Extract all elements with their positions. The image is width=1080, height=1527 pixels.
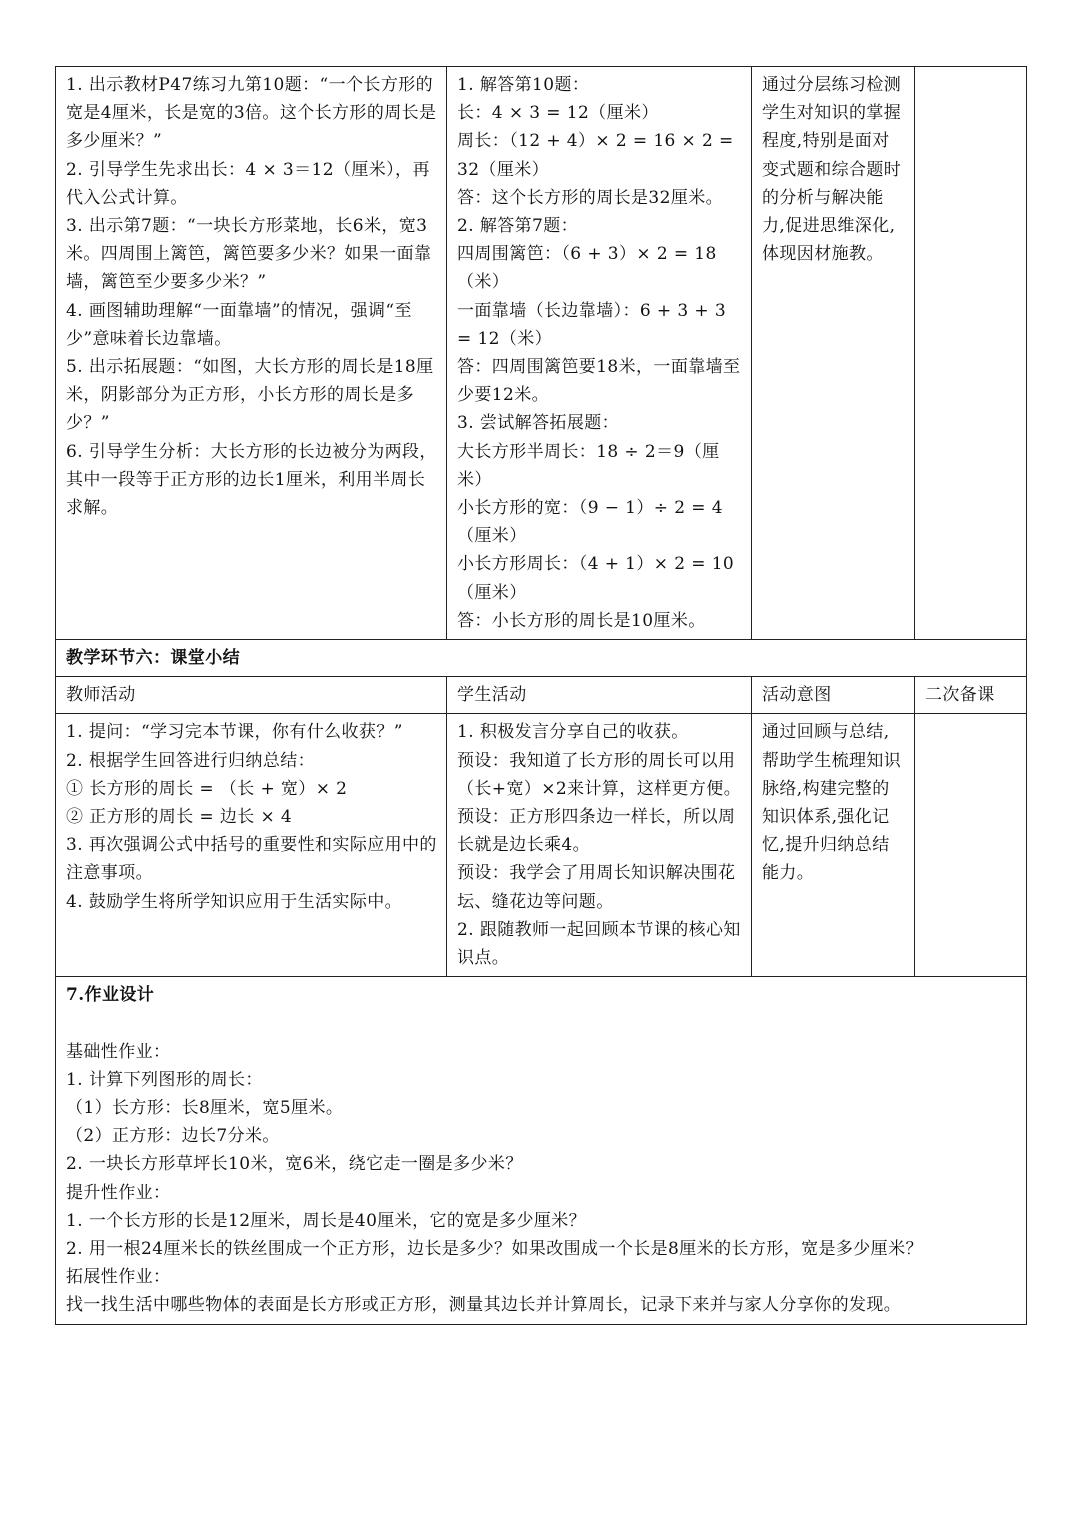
summary-row	[56, 714, 1027, 977]
summary-teacher-line: 3. 再次强调公式中括号的重要性和实际应用中的注意事项。	[66, 835, 437, 884]
practice-student-line: 1. 解答第10题：	[457, 75, 590, 95]
practice-teacher-line: 4. 画图辅助理解“一面靠墙”的情况，强调“至少”意味着长边靠墙。	[66, 300, 412, 349]
practice-intent-cell: 通过分层练习检测学生对知识的掌握程度,特别是面对变式题和综合题时的分析与解决能力,促进思维深化,体现因材施教。	[752, 67, 915, 640]
section-six-title: 教学环节六：课堂小结	[56, 640, 1027, 677]
practice-student-line: 2. 解答第7题：	[457, 216, 579, 237]
summary-intent-cell: 通过回顾与总结,帮助学生梳理知识脉络,构建完整的知识体系,强化记忆,提升归纳总结能力。	[752, 714, 915, 977]
homework-extension-label: 拓展性作业：	[66, 1267, 171, 1288]
practice-row	[56, 67, 1027, 640]
header-second-prep: 二次备课	[915, 677, 1027, 714]
section-six-title-row	[56, 640, 1027, 677]
practice-student-line: 小长方形的宽：（9 − 1）÷ 2 = 4（厘米）	[457, 498, 723, 547]
summary-student-line: 预设：正方形四条边一样长，所以周长就是边长乘4。	[457, 807, 736, 856]
homework-cell	[56, 977, 1027, 1324]
summary-student-line: 预设：我学会了用周长知识解决围花坛、缝花边等问题。	[457, 863, 736, 912]
practice-student-line: 小长方形周长：（4 + 1）× 2 = 10（厘米）	[457, 554, 735, 603]
practice-teacher-line: 2. 引导学生先求出长：4 × 3＝12（厘米），再代入公式计算。	[66, 159, 430, 208]
homework-spacer	[66, 1010, 1017, 1038]
summary-student-line: 1. 积极发言分享自己的收获。	[457, 722, 689, 743]
practice-teacher-line: 5. 出示拓展题：“如图，大长方形的周长是18厘米，阴影部分为正方形，小长方形的周长是多少？”	[66, 357, 434, 434]
practice-student-line: 答：这个长方形的周长是32厘米。	[457, 187, 724, 208]
lesson-plan-table	[55, 66, 1027, 1325]
homework-basic-item: 1. 计算下列图形的周长：	[66, 1069, 263, 1090]
summary-teacher-line: 1. 提问：“学习完本节课，你有什么收获？”	[66, 722, 403, 743]
header-student-activity: 学生活动	[447, 677, 752, 714]
homework-basic-label: 基础性作业：	[66, 1041, 171, 1062]
homework-advanced-item: 2. 用一根24厘米长的铁丝围成一个正方形，边长是多少？如果改围成一个长是8厘米的长方形，宽是多少厘米？	[66, 1238, 923, 1259]
homework-advanced-item: 1. 一个长方形的长是12厘米，周长是40厘米，它的宽是多少厘米？	[66, 1210, 587, 1231]
summary-student-cell	[447, 714, 752, 977]
summary-student-line: 2. 跟随教师一起回顾本节课的核心知识点。	[457, 919, 741, 969]
practice-student-line: 周长：（12 + 4）× 2 = 16 × 2 = 32（厘米）	[457, 131, 734, 180]
practice-student-line: 一面靠墙（长边靠墙）：6 + 3 + 3 = 12（米）	[457, 300, 727, 349]
practice-student-line: 长：4 × 3 = 12（厘米）	[457, 103, 659, 124]
summary-notes-cell	[915, 714, 1027, 977]
practice-student-line: 答：小长方形的周长是10厘米。	[457, 610, 706, 631]
practice-teacher-cell	[56, 67, 447, 640]
homework-basic-item: 2. 一块长方形草坪长10米，宽6米，绕它走一圈是多少米？	[66, 1154, 523, 1175]
summary-student-line: 预设：我知道了长方形的周长可以用（长+宽）×2来计算，这样更方便。	[457, 750, 742, 799]
header-activity-intent: 活动意图	[752, 677, 915, 714]
practice-student-line: 四周围篱笆：（6 + 3）× 2 = 18（米）	[457, 244, 717, 293]
practice-teacher-line: 1. 出示教材P47练习九第10题：“一个长方形的宽是4厘米，长是宽的3倍。这个长方形的周长是多少厘米？”	[66, 75, 437, 152]
section-six-header-row	[56, 677, 1027, 714]
homework-row	[56, 977, 1027, 1324]
summary-teacher-line: ① 长方形的周长 = （长 + 宽）× 2	[66, 778, 348, 799]
practice-student-line: 大长方形半周长：18 ÷ 2＝9（厘米）	[457, 441, 720, 490]
homework-title: 7.作业设计	[66, 985, 155, 1006]
homework-extension-item: 找一找生活中哪些物体的表面是长方形或正方形，测量其边长并计算周长，记录下来并与家人分享你的发现。	[66, 1295, 902, 1316]
practice-student-line: 答：四周围篱笆要18米，一面靠墙至少要12米。	[457, 357, 741, 406]
summary-teacher-line: ② 正方形的周长 = 边长 × 4	[66, 807, 293, 828]
practice-student-cell	[447, 67, 752, 640]
summary-teacher-cell	[56, 714, 447, 977]
homework-advanced-label: 提升性作业：	[66, 1182, 171, 1203]
practice-notes-cell	[915, 67, 1027, 640]
homework-basic-item: （1）长方形：长8厘米，宽5厘米。	[66, 1097, 344, 1118]
header-teacher-activity: 教师活动	[56, 677, 447, 714]
summary-teacher-line: 4. 鼓励学生将所学知识应用于生活实际中。	[66, 891, 403, 912]
summary-teacher-line: 2. 根据学生回答进行归纳总结：	[66, 750, 316, 771]
homework-basic-item: （2）正方形：边长7分米。	[66, 1126, 280, 1147]
practice-teacher-line: 6. 引导学生分析：大长方形的长边被分为两段，其中一段等于正方形的边长1厘米，利用半周长求解。	[66, 441, 437, 519]
practice-student-line: 3. 尝试解答拓展题：	[457, 413, 620, 434]
practice-teacher-line: 3. 出示第7题：“一块长方形菜地，长6米，宽3米。四周围上篱笆，篱笆要多少米？如果一面靠墙，篱笆至少要多少米？”	[66, 216, 432, 293]
